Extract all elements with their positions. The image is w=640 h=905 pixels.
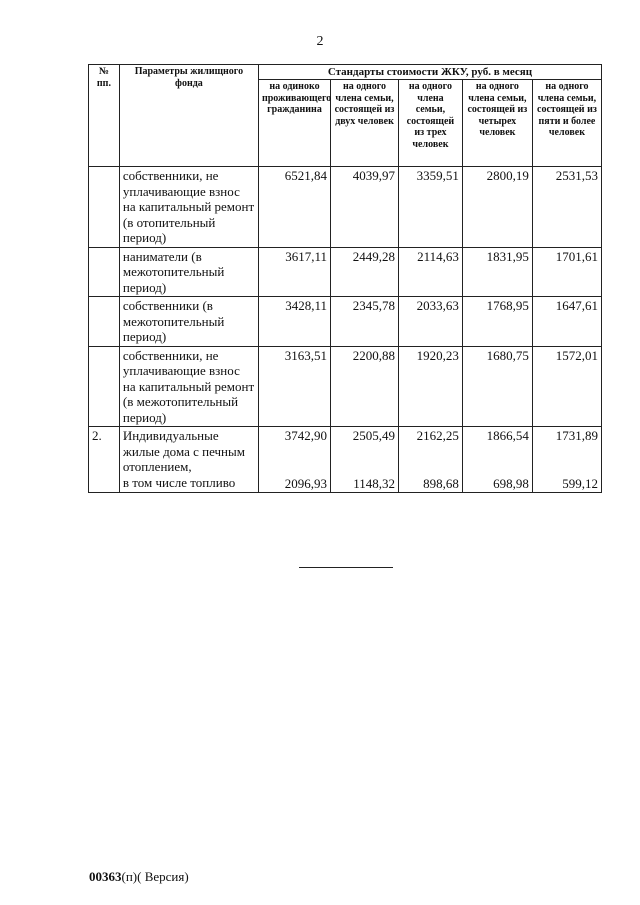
- row-param: собственники (в межотопительный период): [119, 297, 258, 347]
- value-main: 1731,89: [555, 428, 598, 443]
- value-main: 2505,49: [352, 428, 396, 443]
- value-cell: 1572,01: [532, 346, 601, 427]
- value-cell: 1920,23: [399, 346, 463, 427]
- value-cell: 1831,95: [462, 247, 532, 297]
- subheader-three: на одного члена семьи, состоящей из трех человек: [399, 80, 463, 167]
- subheader-five-plus: на одного члена семьи, состоящей из пяти и более человек: [532, 80, 601, 167]
- value-cell: 2200,88: [331, 346, 399, 427]
- value-main: 3742,90: [284, 428, 328, 443]
- value-cell: [462, 427, 532, 493]
- value-fuel: 599,12: [562, 475, 598, 491]
- page-number: 2: [316, 34, 324, 49]
- value-cell: 3617,11: [258, 247, 330, 297]
- value-main: 1866,54: [486, 428, 529, 443]
- table-row: [89, 247, 602, 297]
- value-fuel: 2096,93: [284, 475, 328, 491]
- row-number: [89, 167, 120, 248]
- table-row: [89, 167, 602, 248]
- value-cell: 1647,61: [532, 297, 601, 347]
- document-footer: [89, 869, 189, 885]
- table-row: [89, 427, 602, 493]
- value-cell: 2114,63: [399, 247, 463, 297]
- value-cell: 1701,61: [532, 247, 601, 297]
- row-number: [89, 297, 120, 347]
- row-param: наниматели (в межотопительный период): [119, 247, 258, 297]
- row-number: [89, 346, 120, 427]
- value-fuel: 1148,32: [353, 475, 396, 491]
- value-cell: 2800,19: [462, 167, 532, 248]
- footer-code: 00363: [89, 869, 122, 884]
- row-param-line2: в том числе топливо: [122, 474, 236, 490]
- value-cell: 6521,84: [258, 167, 330, 248]
- subheader-four: на одного члена семьи, состоящей из четырех человек: [462, 80, 532, 167]
- value-cell: 1768,95: [462, 297, 532, 347]
- value-cell: [532, 427, 601, 493]
- subheader-two: на одного члена семьи, состоящей из двух человек: [331, 80, 399, 167]
- value-cell: [258, 427, 330, 493]
- housing-cost-table: [88, 64, 602, 493]
- col-header-cost-standards: Стандарты стоимости ЖКУ, руб. в месяц: [258, 65, 601, 80]
- value-cell: 3428,11: [258, 297, 330, 347]
- col-header-number: № пп.: [89, 65, 120, 167]
- value-cell: 3163,51: [258, 346, 330, 427]
- subheader-single: на одиноко проживающего гражданина: [258, 80, 330, 167]
- value-cell: 1680,75: [462, 346, 532, 427]
- value-cell: 2449,28: [331, 247, 399, 297]
- col-header-params: Параметры жилищного фонда: [119, 65, 258, 167]
- row-param: собственники, не уплачивающие взнос на капитальный ремонт (в межотопительный период): [119, 346, 258, 427]
- row-param-line1: Индивидуальные жилые дома с печным отоплением,: [122, 428, 245, 474]
- row-param: [119, 427, 258, 493]
- value-cell: [399, 427, 463, 493]
- row-param: собственники, не уплачивающие взнос на капитальный ремонт (в отопительный период): [119, 167, 258, 248]
- value-cell: [331, 427, 399, 493]
- value-main: 2162,25: [416, 428, 459, 443]
- value-cell: 2531,53: [532, 167, 601, 248]
- value-fuel: 698,98: [493, 475, 529, 491]
- row-number: 2.: [89, 427, 120, 493]
- value-cell: 4039,97: [331, 167, 399, 248]
- table-row: [89, 346, 602, 427]
- footer-suffix: (п)( Версия): [121, 869, 189, 884]
- table-row: [89, 297, 602, 347]
- row-number: [89, 247, 120, 297]
- value-fuel: 898,68: [423, 475, 459, 491]
- value-cell: 2345,78: [331, 297, 399, 347]
- separator-line: [299, 567, 393, 568]
- value-cell: 3359,51: [399, 167, 463, 248]
- value-cell: 2033,63: [399, 297, 463, 347]
